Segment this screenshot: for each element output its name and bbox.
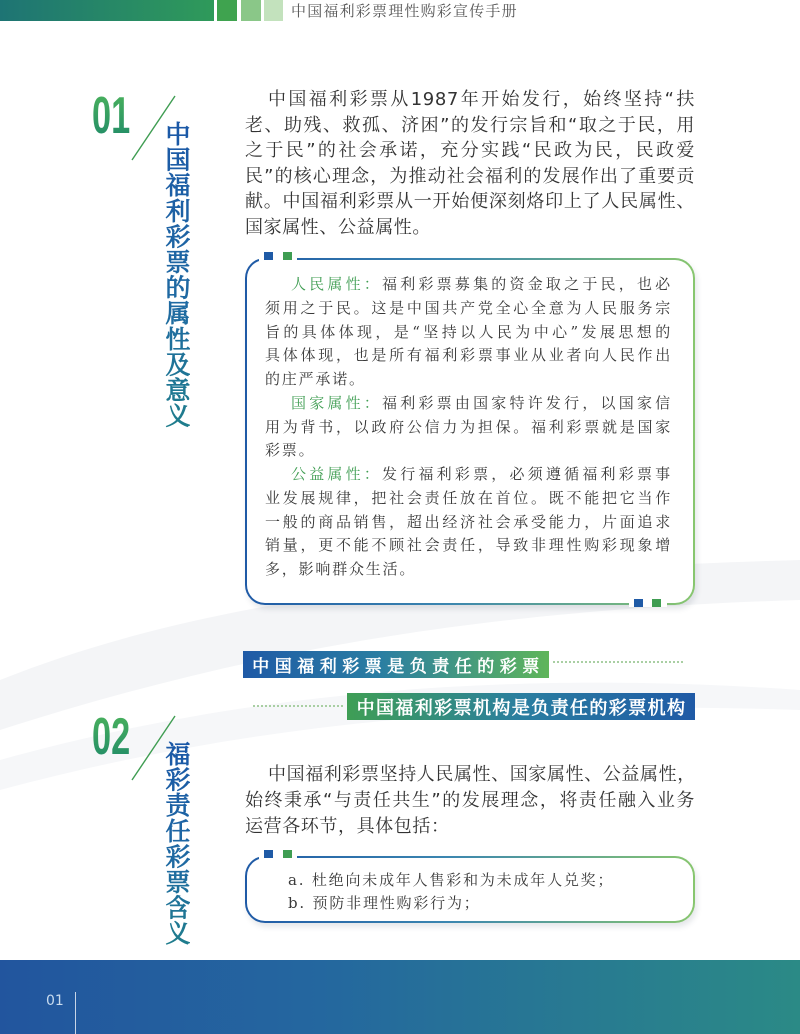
banner-secondary: 中国福利彩票机构是负责任的彩票机构 <box>347 693 695 720</box>
list-item: b. 预防非理性购彩行为； <box>288 894 481 912</box>
attribute-line: 销量，更不能不顾社会责任，导致非理性购彩现象增 <box>265 536 672 555</box>
footer-band <box>0 960 800 1034</box>
banner-primary: 中国福利彩票是负责任的彩票 <box>243 651 549 678</box>
attribute-label: 公益属性： <box>291 465 383 483</box>
attribute-line: 一般的商品销售，超出经济社会承受能力，片面追求 <box>265 512 672 531</box>
section-number: 02 <box>92 708 131 766</box>
attribute-line: 的庄严承诺。 <box>265 370 366 388</box>
header-title: 中国福利彩票理性购彩宣传手册 <box>291 2 518 20</box>
attribute-line: 须用之于民。这是中国共产党全心全意为人民服务宗 <box>265 298 672 317</box>
paragraph-line: 国家属性、公益属性。 <box>245 216 431 238</box>
attribute-text: 福利彩票由国家特许发行，以国家信 <box>382 393 672 412</box>
dotted-rule <box>553 661 683 663</box>
corner-square-ornament <box>264 252 273 260</box>
attribute-line: 旨的具体体现，是“坚持以人民为中心”发展思想的 <box>265 322 672 341</box>
paragraph-line: 之于民”的社会承诺，充分实践“民政为民，民政爱 <box>245 140 695 162</box>
corner-square-ornament <box>264 850 273 858</box>
attribute-text: 发行福利彩票，必须遵循福利彩票事 <box>382 465 672 483</box>
paragraph-line: 中国福利彩票坚持人民属性、国家属性、公益属性， <box>268 764 696 785</box>
header-square <box>264 0 283 21</box>
section-intro-paragraph <box>245 762 695 840</box>
header-color-bar <box>0 0 214 21</box>
paragraph-line: 始终秉承“与责任共生”的发展理念，将责任融入业务 <box>245 790 695 811</box>
attribute-line: 用为背书，以政府公信力为担保。福利彩票就是国家 <box>265 417 672 436</box>
paragraph-line: 献。中国福利彩票从一开始便深刻烙印上了人民属性、 <box>245 191 695 213</box>
list-item: a. 杜绝向未成年人售彩和为未成年人兑奖； <box>288 871 615 889</box>
attribute-first-line <box>265 273 672 297</box>
attribute-label: 国家属性： <box>291 393 383 412</box>
header-square <box>241 0 261 21</box>
paragraph-line: 民”的核心理念，为推动社会福利的发展作出了重要贡 <box>245 165 695 187</box>
paragraph-line: 中国福利彩票从1987年开始发行，始终坚持“扶 <box>268 89 695 110</box>
dotted-rule <box>253 705 343 707</box>
section-number: 01 <box>92 87 131 145</box>
corner-square-ornament <box>283 252 292 260</box>
section-title: 福彩责任彩票含义 <box>162 741 191 946</box>
paragraph-line: 运营各环节，具体包括： <box>245 816 450 837</box>
attribute-label: 人民属性： <box>291 275 383 293</box>
attribute-line: 多，影响群众生活。 <box>265 560 417 578</box>
header-square <box>217 0 237 21</box>
attribute-text: 福利彩票募集的资金取之于民，也必 <box>382 275 672 293</box>
attribute-line: 具体体现，也是所有福利彩票事业从业者向人民作出 <box>265 346 672 365</box>
attribute-line: 彩票。 <box>265 441 316 460</box>
attribute-first-line <box>265 392 672 416</box>
attributes-text <box>265 273 672 582</box>
corner-square-ornament <box>652 599 661 607</box>
attribute-first-line <box>265 463 672 487</box>
paragraph-line: 老、助残、救孤、济困”的发行宗旨和“取之于民，用 <box>245 114 695 136</box>
responsibility-list <box>288 869 678 915</box>
page-number: 01 <box>46 993 64 1009</box>
corner-square-ornament <box>634 599 643 607</box>
section-title: 中国福利彩票的属性及意义 <box>162 121 191 429</box>
corner-square-ornament <box>283 850 292 858</box>
attribute-line: 业发展规律，把社会责任放在首位。既不能把它当作 <box>265 488 672 507</box>
page-number-rule <box>75 992 76 1034</box>
section-intro-paragraph <box>245 87 695 241</box>
